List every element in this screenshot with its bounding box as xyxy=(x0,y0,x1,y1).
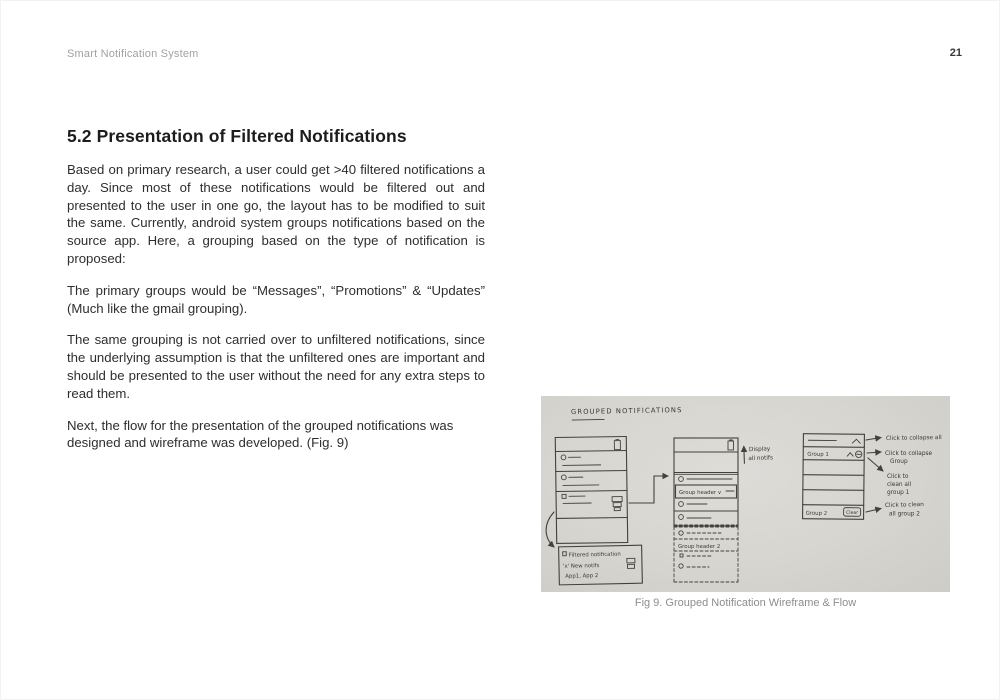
note-line: App1, App 2 xyxy=(565,573,599,580)
note-box xyxy=(559,545,643,585)
page-number: 21 xyxy=(949,47,962,59)
title-underline xyxy=(572,419,604,420)
wireframe-sketch xyxy=(541,396,950,592)
middle-phone-frame xyxy=(674,438,738,526)
notification-row xyxy=(679,477,732,482)
battery-icon xyxy=(728,440,734,450)
figure-photo xyxy=(541,396,950,592)
paragraph: The primary groups would be “Messages”, “Promotions” & “Updates” (Much like the gmail grouping). xyxy=(67,282,485,316)
left-phone-frame xyxy=(555,437,627,544)
notification-row xyxy=(561,454,601,465)
svg-text:Display: Display xyxy=(748,446,771,454)
svg-text:clean all: clean all xyxy=(887,482,912,488)
svg-text:Click to collapse: Click to collapse xyxy=(885,451,933,457)
chevron-up-icon xyxy=(852,439,860,443)
annotation-collapse-all xyxy=(866,435,942,442)
annotation-collapse-group xyxy=(867,451,933,465)
note-line: 'x' New notifs xyxy=(562,563,600,570)
notification-row xyxy=(679,515,711,520)
group-header-row xyxy=(676,485,737,498)
svg-text:all notifs: all notifs xyxy=(748,455,774,463)
note-line: Filtered notification xyxy=(568,551,621,559)
svg-text:Group: Group xyxy=(890,459,908,465)
paragraph: The same grouping is not carried over to unfiltered notifications, since the underlying assumption is that the unfiltered ones are important and should be presented to the user without the need for any extra steps to read them. xyxy=(67,332,485,401)
annotation-clean-group2 xyxy=(866,502,924,518)
group1-row xyxy=(807,451,862,459)
chevron-up-icon xyxy=(847,453,853,457)
svg-text:group 1: group 1 xyxy=(887,490,910,496)
clear-button-label: Clear xyxy=(846,510,859,516)
svg-text:Click to: Click to xyxy=(887,474,909,480)
svg-text:Click to collapse all: Click to collapse all xyxy=(885,435,942,442)
group2-label: Group 2 xyxy=(805,510,828,517)
notification-row xyxy=(561,474,599,485)
group-header-label: Group header v xyxy=(679,490,722,496)
group2-row xyxy=(806,507,861,517)
stacked-notifs-icon xyxy=(627,558,635,568)
paragraph: Next, the flow for the presentation of the grouped notifications was designed and wireframe was developed. (Fig. 9) xyxy=(67,417,454,451)
clear-circle-icon xyxy=(855,451,861,457)
running-header-title: Smart Notification System xyxy=(67,48,199,60)
middle-phone-wireframe xyxy=(674,438,738,582)
section-heading: 5.2 Presentation of Filtered Notifications xyxy=(67,126,407,146)
left-phone-wireframe xyxy=(555,437,627,544)
middle-phone-dashed-extension xyxy=(674,527,738,582)
svg-text:all group 2: all group 2 xyxy=(889,511,920,518)
group1-label: Group 1 xyxy=(807,451,829,458)
sketch-title: GROUPED NOTIFICATIONS xyxy=(570,406,683,417)
group-header2-label: Group header 2 xyxy=(678,544,721,550)
body-text-column xyxy=(67,161,485,466)
paragraph: Based on primary research, a user could get >40 filtered notifications a day. Since most of these notifications would be filtered out and presented to the user in one go, the layout has to be modified to suit the same. Currently, android system groups notifications based on the source app. Here, a grouping based on the type of notification is proposed: xyxy=(67,162,485,266)
filtered-notification-row xyxy=(562,494,622,512)
right-phone-wireframe xyxy=(803,434,865,520)
bell-icon xyxy=(563,552,567,556)
flow-arrow-left-to-middle xyxy=(629,476,668,503)
up-arrow-icon xyxy=(744,446,745,463)
display-annotation xyxy=(744,445,773,463)
notification-row xyxy=(679,502,707,507)
battery-icon xyxy=(614,440,620,450)
flow-arrow-to-note xyxy=(546,512,554,547)
stacked-notifs-icon xyxy=(612,497,622,511)
sketch-title-group xyxy=(571,406,683,420)
svg-text:Click to clean: Click to clean xyxy=(884,501,924,509)
figure-caption: Fig 9. Grouped Notification Wireframe & Flow xyxy=(634,597,857,609)
